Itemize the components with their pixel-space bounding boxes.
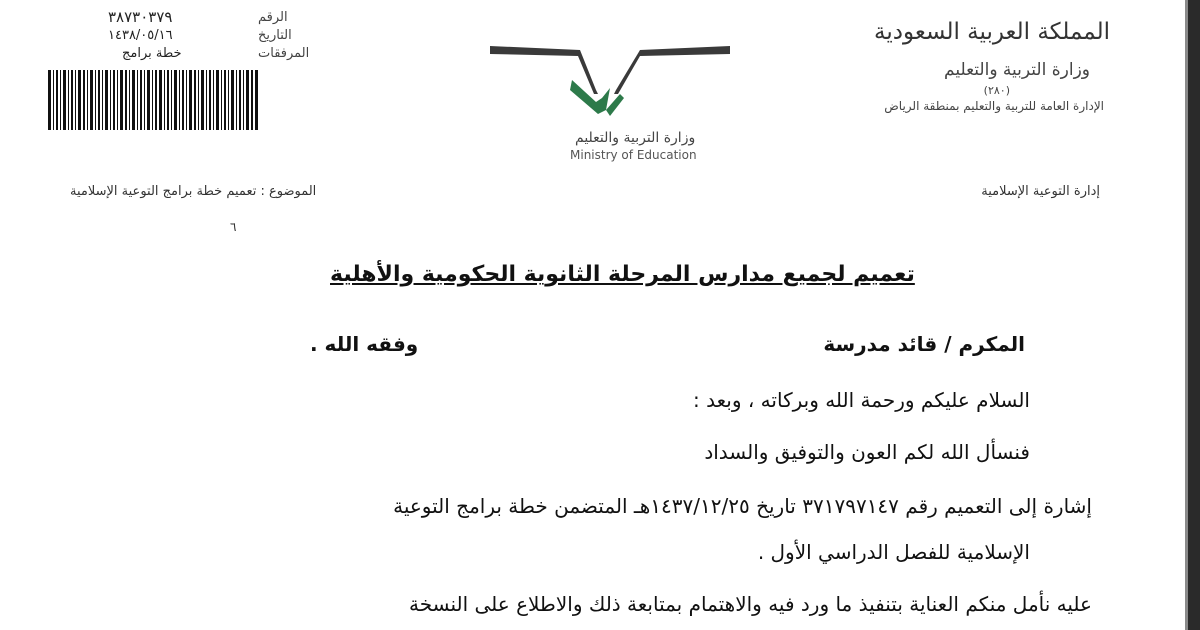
department-name: إدارة التوعية الإسلامية xyxy=(981,184,1100,199)
date-value: ١٤٣٨/٠٥/١٦ xyxy=(108,28,173,43)
circular-title: تعميم لجميع مدارس المرحلة الثانوية الحكومية والأهلية xyxy=(330,262,915,287)
body-reference-cont: الإسلامية للفصل الدراسي الأول . xyxy=(757,540,1030,564)
body-reference: إشارة إلى التعميم رقم ٣٧١٧٩٧١٤٧ تاريخ ١٤٣٧/١٢/٢٥هـ المتضمن خطة برامج التوعية xyxy=(393,494,1092,518)
ministry-logo xyxy=(480,40,740,170)
number-value: ٣٨٧٣٠٣٧٩ xyxy=(108,8,173,26)
attachments-label: المرفقات xyxy=(258,46,310,61)
body-request: عليه نأمل منكم العناية بتنفيذ ما ورد فيه والاهتمام بمتابعة ذلك والاطلاع على النسخة xyxy=(408,592,1092,616)
kingdom-name: المملكة العربية السعودية xyxy=(874,19,1110,45)
number-label: الرقم xyxy=(258,10,288,25)
logo-arabic-text: وزارة التربية والتعليم xyxy=(575,130,696,146)
attachments-value: خطة برامج xyxy=(122,46,182,61)
subject-number: ٦ xyxy=(230,220,237,234)
salutation-blessing: وفقه الله . xyxy=(310,332,419,356)
book-logo-icon xyxy=(480,40,740,130)
body-greeting: السلام عليكم ورحمة الله وبركاته ، وبعد : xyxy=(693,388,1030,412)
general-administration: الإدارة العامة للتربية والتعليم بمنطقة الرياض xyxy=(884,99,1104,113)
body-prayer: فنسأل الله لكم العون والتوفيق والسداد xyxy=(704,440,1030,464)
date-label: التاريخ xyxy=(258,28,292,43)
barcode-icon xyxy=(48,70,258,130)
logo-english-text: Ministry of Education xyxy=(570,148,697,162)
subject-line: الموضوع : تعميم خطة برامج التوعية الإسلامية xyxy=(70,184,317,199)
letterhead-right xyxy=(770,14,1110,113)
salutation-recipient: المكرم / قائد مدرسة xyxy=(823,332,1025,356)
ministry-code: (٢٨٠) xyxy=(983,84,1010,97)
scan-edge xyxy=(1188,0,1200,630)
letter-metadata xyxy=(108,8,318,68)
ministry-name: وزارة التربية والتعليم xyxy=(944,60,1090,80)
